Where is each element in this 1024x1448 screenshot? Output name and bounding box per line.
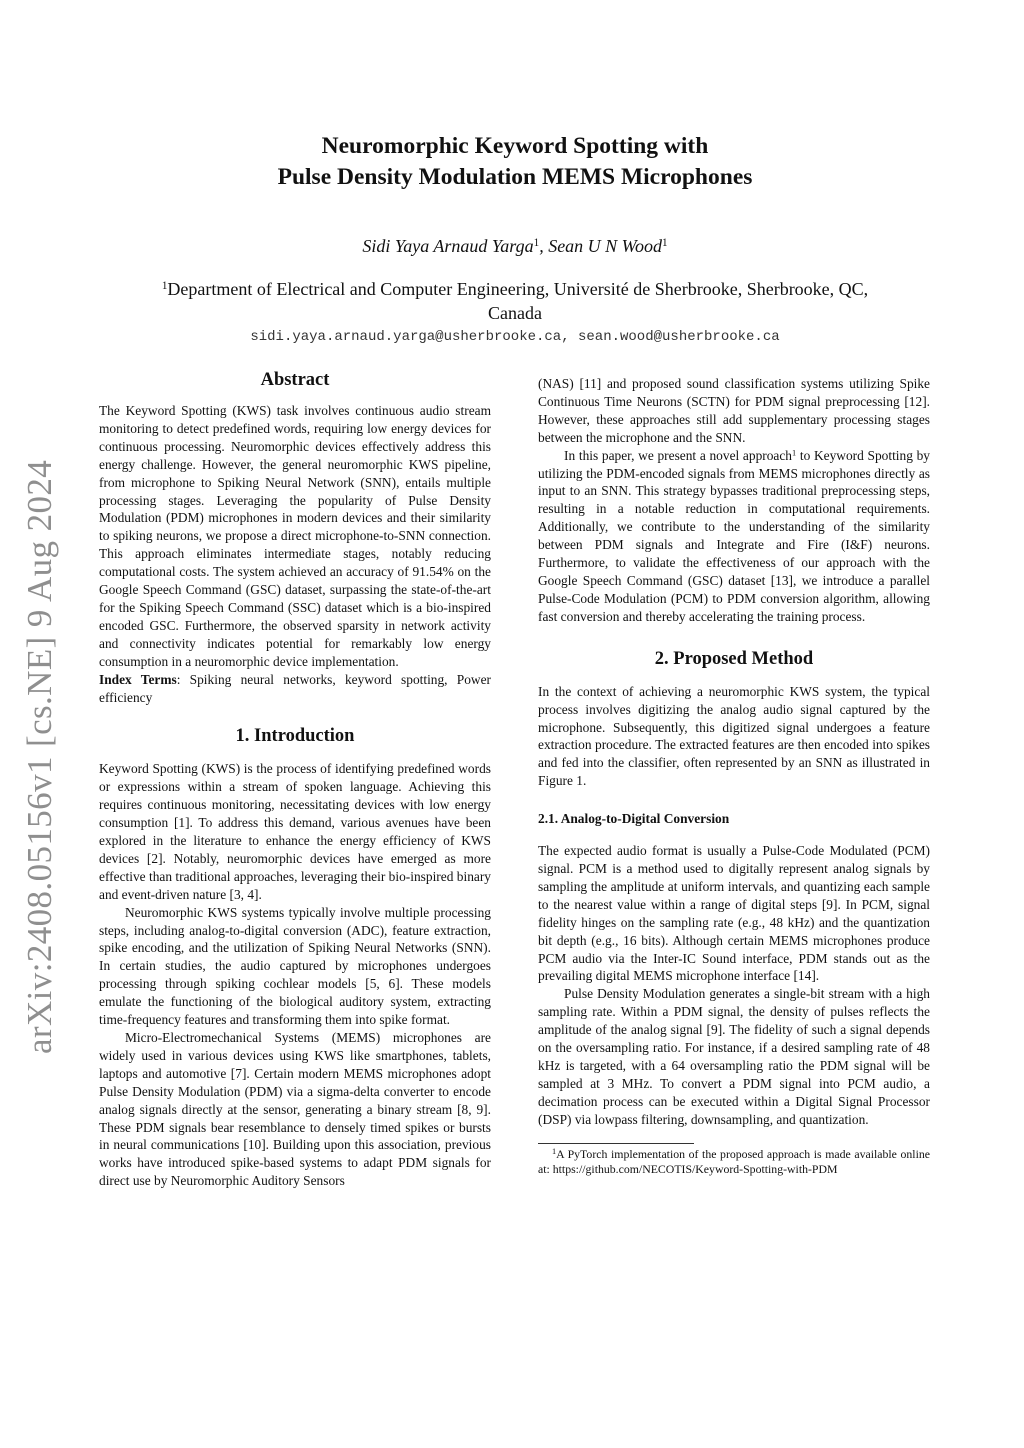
intro-paragraph-3-continued: (NAS) [11] and proposed sound classification systems utilizing Spike Continuous Time Neurons (SCTN) for PDM signal preprocessing [12]. However, these approaches still add supplementary processing stages between the microphone and the SNN. [538, 376, 930, 445]
author-emails[interactable]: sidi.yaya.arnaud.yarga@usherbrooke.ca, sean.wood@usherbrooke.ca [250, 329, 780, 345]
intro-paragraph-3: Micro-Electromechanical Systems (MEMS) microphones are widely used in various devices using KWS like smartphones, tablets, laptops and automotive [7]. Certain modern MEMS microphones adopt Pulse Density Modulation (PDM) via a sigma-delta converter to encode analog signals directly at the sensor, generating a binary stream [8, 9]. These PDM signals bear resemblance to densely timed spikes or bursts in neural communications [10]. Building upon this association, previous works have introduced spike-based systems to adapt PDM signals for direct use by Neuromorphic Auditory Sensors [99, 1030, 491, 1189]
affiliation-mark: 1 [161, 279, 168, 292]
title-line-2: Pulse Density Modulation MEMS Microphones [277, 164, 753, 190]
footnote [538, 1147, 930, 1178]
author-separator: , [539, 236, 549, 256]
affiliation-line-1: Department of Electrical and Computer Engineering, Université de Sherbrooke, Sherbrooke, QC, [167, 279, 869, 299]
right-column [538, 375, 930, 1178]
section-heading-introduction: 1. Introduction [235, 726, 355, 747]
title-line-1: Neuromorphic Keyword Spotting with [321, 133, 709, 159]
affiliation-mark: 1 [533, 236, 540, 249]
paper-title [100, 131, 930, 193]
section-heading-proposed-method: 2. Proposed Method [654, 648, 814, 669]
abstract-text: The Keyword Spotting (KWS) task involves continuous audio stream monitoring to detect predefined words, requiring low energy devices for continuous processing. Neuromorphic devices effectively address this energy challenge. However, the general neuromorphic KWS pipeline, from microphone to Spiking Neural Network (SNN), entails multiple processing stages. Leveraging the popularity of Pulse Density Modulation (PDM) microphones in modern devices and their similarity to spiking neurons, we propose a direct microphone-to-SNN connection. This approach eliminates intermediate stages, notably reducing computational costs. The system achieved an accuracy of 91.54% on the Google Speech Command (GSC) dataset, surpassing the state-of-the-art for the Spiking Speech Command (SSC) dataset which is a bio-inspired encoded GSC. Furthermore, the observed sparsity in network activity and connectivity indicates potential for remarkably low energy consumption in a neuromorphic device implementation. [99, 403, 491, 669]
intro-paragraph-1: Keyword Spotting (KWS) is the process of identifying predefined words or expressions within a stream of spoken language. Achieving this requires continuous monitoring, necessitating devices with low energy consumption [1]. To address this demand, various avenues have been explored in the literature to enhance the energy efficiency of KWS devices [2]. Notably, neuromorphic devices have emerged as more effective than traditional approaches, leveraging their bio-inspired binary and event-driven nature [3, 4]. [99, 761, 491, 902]
index-terms-text: : Spiking neural networks, keyword spotting, Power efficiency [99, 671, 491, 705]
subsection-heading-adc: 2.1. Analog-to-Digital Conversion [538, 811, 730, 827]
author-name: Sidi Yaya Arnaud Yarga [362, 236, 534, 256]
intro-paragraph-2: Neuromorphic KWS systems typically involve multiple processing steps, including analog-to-digital conversion (ADC), feature extraction, spike encoding, and the utilization of Spiking Neural Networks (SNN). In certain studies, the audio captured by microphones undergoes processing through spiking cochlear models [5, 6]. These models emulate the functioning of the biological auditory system, extracting time-frequency features and transforming them into spike format. [99, 904, 491, 1028]
footnote-text[interactable]: A PyTorch implementation of the proposed approach is made available online at: https://github.com/NECOTIS/Keyword-Spotting-with-PDM [538, 1146, 930, 1177]
intro-paragraph-4-start: In this paper, we present a novel approach [564, 447, 793, 463]
index-terms [99, 671, 491, 707]
method-paragraph-2: The expected audio format is usually a Pulse-Code Modulated (PCM) signal. PCM is a method used to digitally represent analog signals by sampling the amplitude at uniform intervals, and quantizing each sample to the nearest value within a range of digital steps [9]. In PCM, signal fidelity hinges on the sampling rate (e.g., 48 kHz) and the quantization bit depth (e.g., 16 bits). Although certain MEMS microphones produce PCM audio via the Inter-IC Sound interface, PDM stands out as the prevailing digital MEMS microphone interface [14]. [538, 843, 930, 984]
method-paragraph-1: In the context of achieving a neuromorphic KWS system, the typical process involves digitizing the analog audio signal captured by the microphone. Subsequently, this digitized signal undergoes a feature extraction procedure. The extracted features are then encoded into spikes and fed into the classifier, often represented by an SNN as illustrated in Figure 1. [538, 683, 930, 789]
affiliation-mark: 1 [662, 236, 668, 249]
affiliation-line-2: Canada [488, 303, 542, 323]
abstract-heading: Abstract [260, 370, 330, 390]
footnote-reference[interactable]: 1 [792, 448, 797, 458]
author-list [100, 234, 930, 258]
footnote-mark: 1 [552, 1146, 557, 1156]
intro-paragraph-4 [538, 447, 930, 626]
left-column [99, 368, 491, 1190]
arxiv-identifier[interactable]: arXiv:2408.05156v1 [cs.NE] 9 Aug 2024 [20, 459, 59, 1054]
method-paragraph-3: Pulse Density Modulation generates a single-bit stream with a high sampling rate. Within a PDM signal, the density of pulses reflects the amplitude of the analog signal [9]. The fidelity of such a signal depends on the oversampling ratio. For instance, if a desired sampling rate of 48 kHz is targeted, with a 64 oversampling ratio the PDM signal will be sampled at 3 MHz. To convert a PDM signal into PCM audio, a decimation process can be executed within a Digital Signal Processor (DSP) via lowpass filtering, downsampling, and quantization. [538, 986, 930, 1127]
affiliation [100, 277, 930, 325]
footnote-divider [538, 1143, 694, 1144]
intro-paragraph-4-rest: to Keyword Spotting by utilizing the PDM-encoded signals from MEMS microphones directly as input to an SNN. This strategy bypasses traditional preprocessing steps, resulting in a notable reduction in computational requirements. Additionally, we contribute to the understanding of the similarity between PDM signals and Integrate and Fire (I&F) neurons. Furthermore, to validate the effectiveness of our approach with the Google Speech Command (GSC) dataset [13], we introduce a parallel Pulse-Code Modulation (PCM) to PDM conversion algorithm, allowing fast conversion and thereby accelerating the training process. [538, 447, 931, 624]
arxiv-side-stamp [18, 454, 62, 1054]
index-terms-label: Index Terms [99, 671, 177, 687]
author-name: Sean U N Wood [548, 236, 663, 256]
